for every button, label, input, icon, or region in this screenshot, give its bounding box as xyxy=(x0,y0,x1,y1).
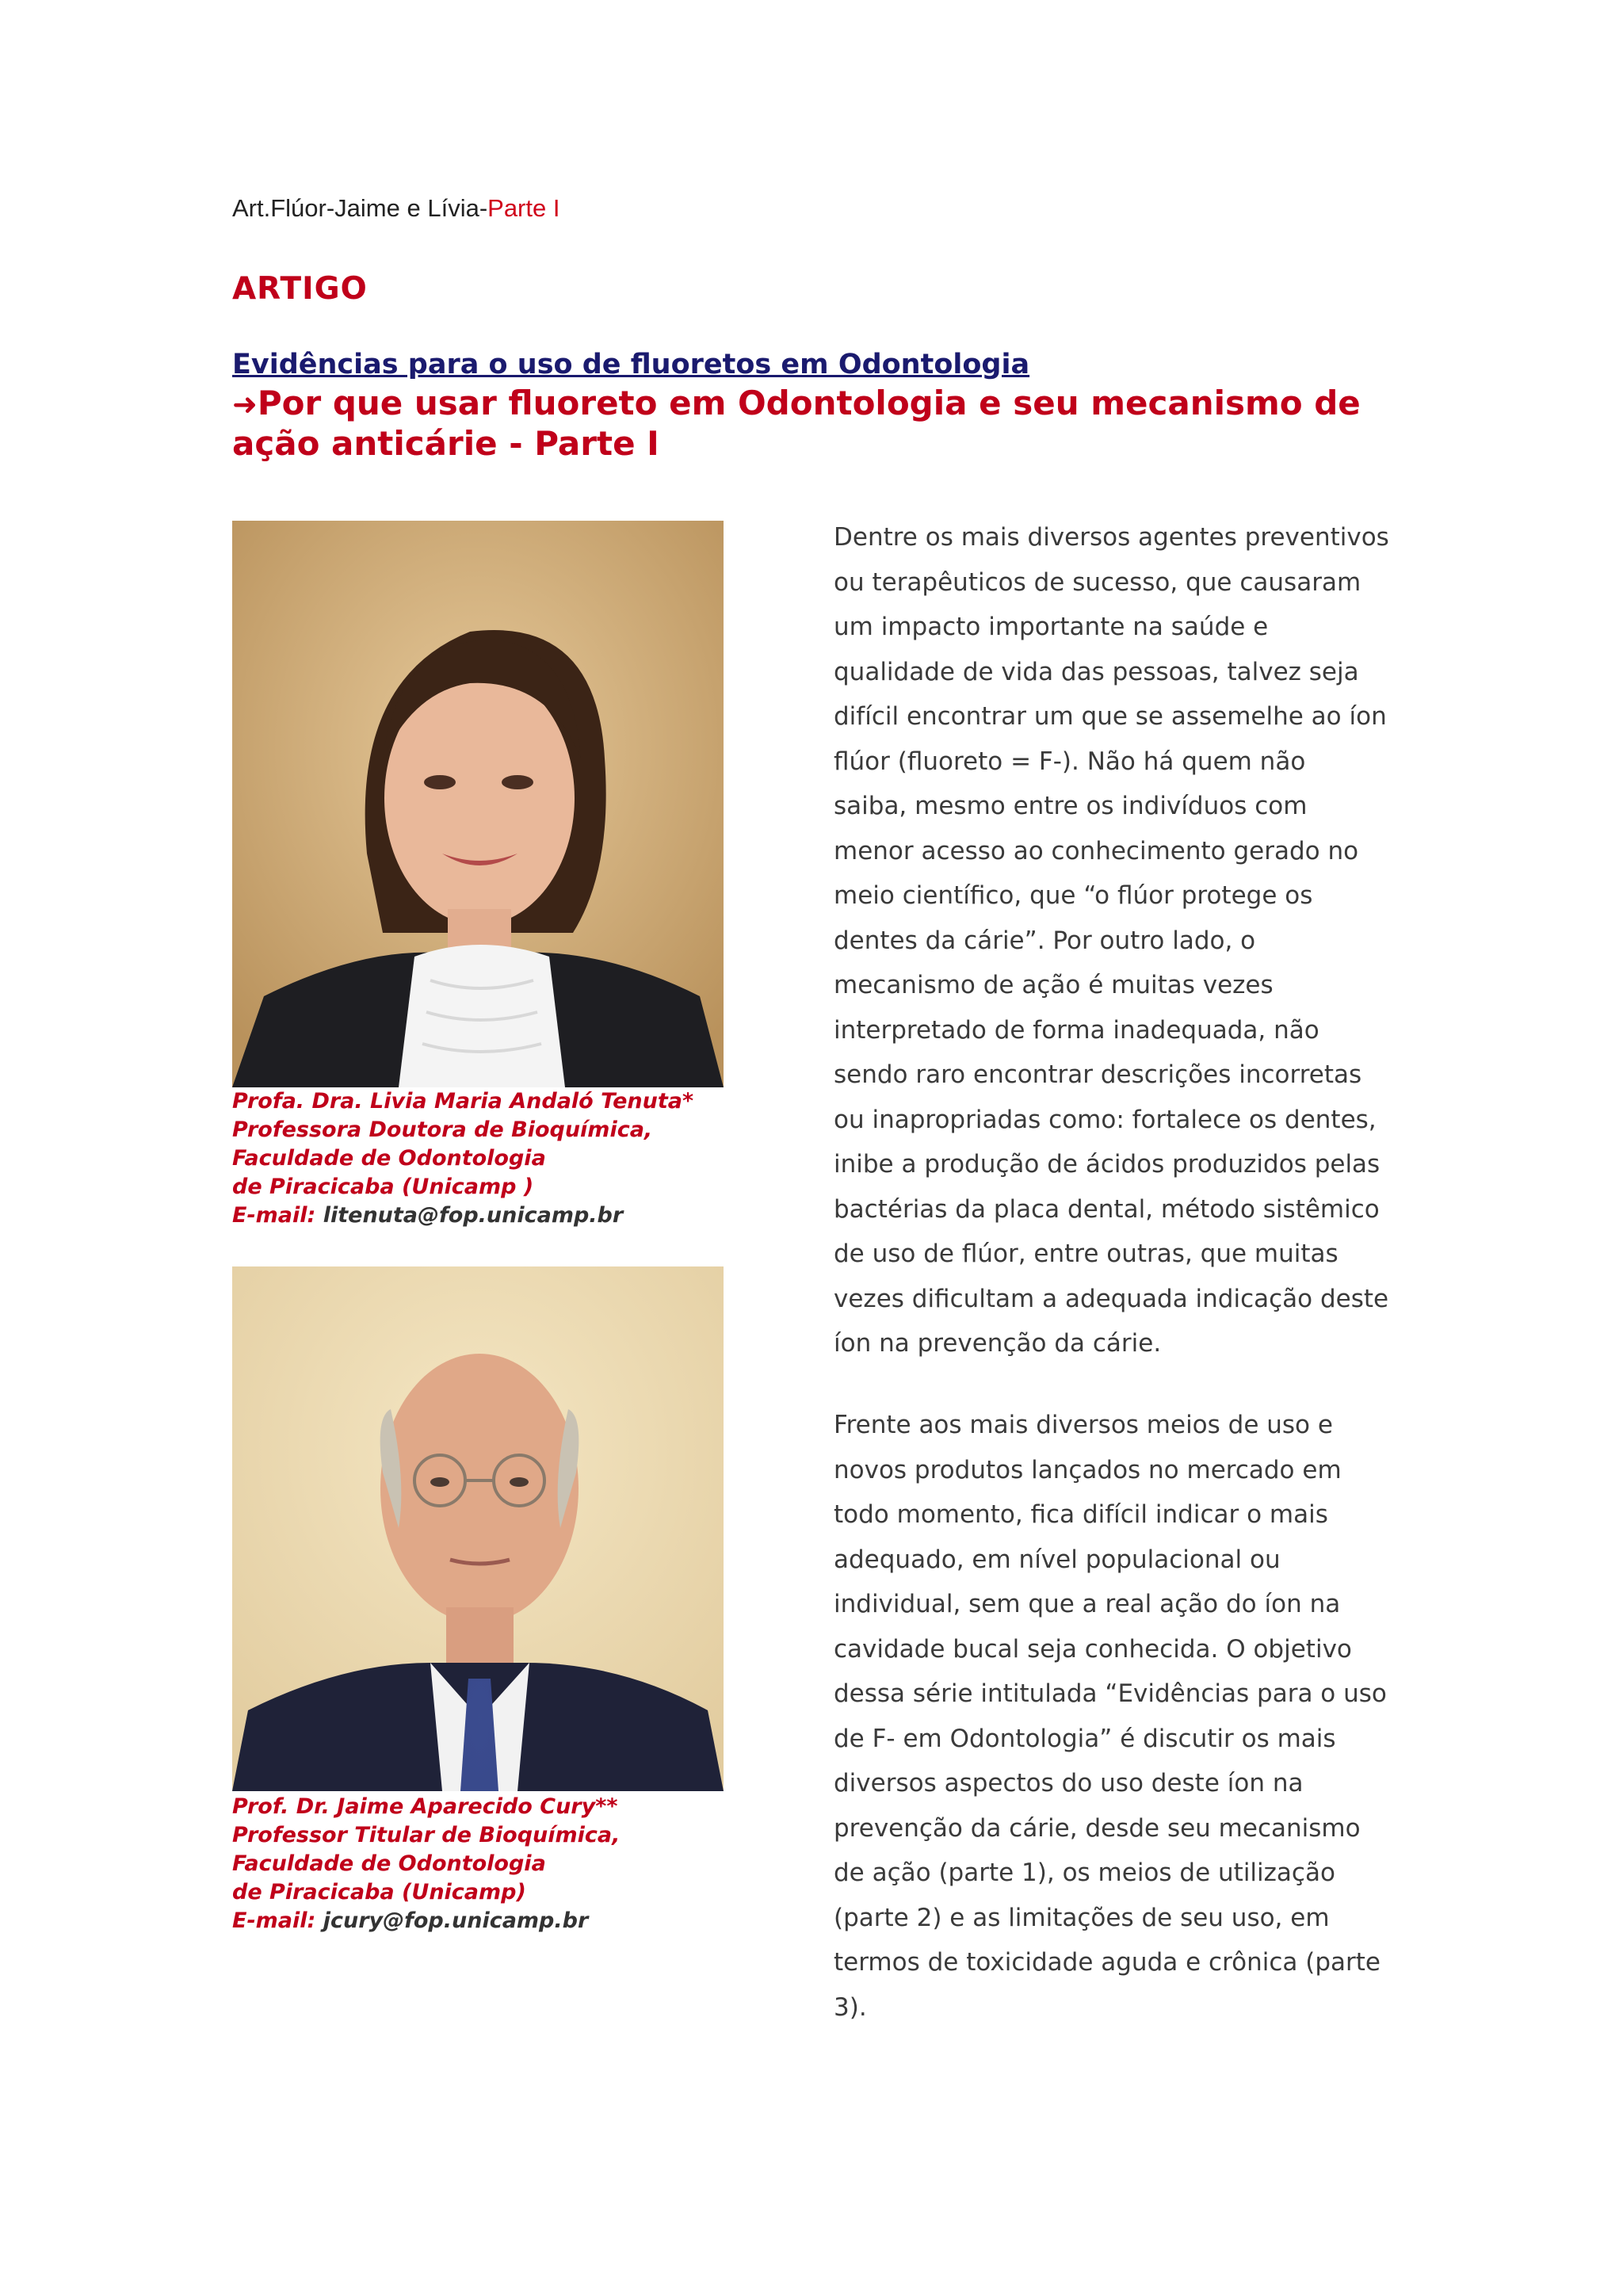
title-line-2: ação anticárie - Parte I xyxy=(232,424,659,463)
author2-faculty: Faculdade de Odontologia xyxy=(232,1851,546,1876)
paragraph-line: inibe a produção de ácidos produzidos pelas xyxy=(834,1150,1381,1179)
paragraph-line: interpretado de forma inadequada, não xyxy=(834,1015,1319,1045)
paragraph-line: sendo raro encontrar descrições incorretas xyxy=(834,1060,1362,1089)
paragraph-line: cavidade bucal seja conhecida. O objetivo xyxy=(834,1634,1352,1664)
author2-email-label: E-mail: xyxy=(232,1908,316,1933)
paragraph-line: ou terapêuticos de sucesso, que causaram xyxy=(834,567,1361,597)
paragraph-line: difícil encontrar um que se assemelhe ao íon xyxy=(834,702,1387,731)
paragraph-line: diversos aspectos do uso deste íon na xyxy=(834,1769,1304,1797)
paragraph-line: meio científico, que “o flúor protege os xyxy=(834,881,1313,910)
header-prefix: Art.Flúor-Jaime e Lívia- xyxy=(232,194,488,222)
author1-email-link[interactable]: litenuta@fop.unicamp.br xyxy=(323,1203,624,1228)
paragraph-line: mecanismo de ação é muitas vezes xyxy=(834,971,1274,999)
author1-city: de Piracicaba (Unicamp ) xyxy=(232,1175,534,1199)
document-header xyxy=(232,194,559,223)
header-part: Parte I xyxy=(487,194,560,222)
paragraph-line: de ação (parte 1), os meios de utilização xyxy=(834,1859,1335,1887)
paragraph-line: adequado, em nível populacional ou xyxy=(834,1545,1281,1574)
paragraph-line: dentes da cárie”. Por outro lado, o xyxy=(834,926,1256,955)
paragraph-line: prevenção da cárie, desde seu mecanismo xyxy=(834,1813,1361,1843)
author1-photo xyxy=(232,521,724,1087)
paragraph-line: flúor (fluoreto = F-). Não há quem não xyxy=(834,747,1306,776)
author1-email-label: E-mail: xyxy=(232,1203,316,1228)
paragraph-line: menor acesso ao conhecimento gerado no xyxy=(834,836,1359,865)
section-label: ARTIGO xyxy=(232,271,368,307)
paragraph-line: de uso de flúor, entre outras, que muitas xyxy=(834,1240,1338,1268)
paragraph-line: um impacto importante na saúde e xyxy=(834,613,1269,641)
paragraph-line: 3). xyxy=(834,1992,867,2022)
series-link[interactable]: Evidências para o uso de fluoretos em Odontologia xyxy=(232,349,1030,380)
author2-photo xyxy=(232,1266,724,1791)
author1-name: Profa. Dra. Livia Maria Andaló Tenuta* xyxy=(232,1089,694,1114)
author2-caption xyxy=(232,1793,724,1935)
author1-role: Professora Doutora de Bioquímica, xyxy=(232,1117,653,1142)
paragraph-line: de F- em Odontologia” é discutir os mais xyxy=(834,1724,1336,1753)
paragraph-line: (parte 2) e as limitações de seu uso, em xyxy=(834,1903,1330,1932)
paragraph-line: ou inapropriadas como: fortalece os dentes, xyxy=(834,1105,1377,1134)
paragraph-line: dessa série intitulada “Evidências para o uso xyxy=(834,1679,1387,1708)
article-title xyxy=(232,384,1405,464)
paragraph-line: vezes dificultam a adequada indicação deste xyxy=(834,1284,1389,1313)
paragraph-line: íon na prevenção da cárie. xyxy=(834,1329,1162,1358)
paragraph-line: Dentre os mais diversos agentes preventivos xyxy=(834,523,1389,552)
paragraph-line: bactérias da placa dental, método sistêmico xyxy=(834,1194,1380,1224)
paragraph-line: individual, sem que a real ação do íon na xyxy=(834,1590,1341,1618)
paragraph-line: todo momento, fica difícil indicar o mais xyxy=(834,1500,1328,1529)
paragraph-line: novos produtos lançados no mercado em xyxy=(834,1455,1342,1484)
author2-name: Prof. Dr. Jaime Aparecido Cury** xyxy=(232,1794,618,1819)
title-line-1: Por que usar fluoreto em Odontologia e seu mecanismo de xyxy=(257,384,1361,422)
arrow-icon: ➜ xyxy=(232,387,258,422)
author1-caption xyxy=(232,1087,724,1230)
author2-role: Professor Titular de Bioquímica, xyxy=(232,1823,621,1847)
paragraph-line: qualidade de vida das pessoas, talvez seja xyxy=(834,657,1359,686)
author2-city: de Piracicaba (Unicamp) xyxy=(232,1880,526,1904)
author1-faculty: Faculdade de Odontologia xyxy=(232,1146,546,1171)
paragraph-line: Frente aos mais diversos meios de uso e xyxy=(834,1411,1333,1439)
paragraph-2 xyxy=(834,1403,1404,2030)
author2-email-link[interactable]: jcury@fop.unicamp.br xyxy=(323,1908,589,1933)
paragraph-line: termos de toxicidade aguda e crônica (parte xyxy=(834,1948,1381,1977)
paragraph-line: saiba, mesmo entre os indivíduos com xyxy=(834,792,1308,820)
paragraph-1 xyxy=(834,515,1404,1366)
